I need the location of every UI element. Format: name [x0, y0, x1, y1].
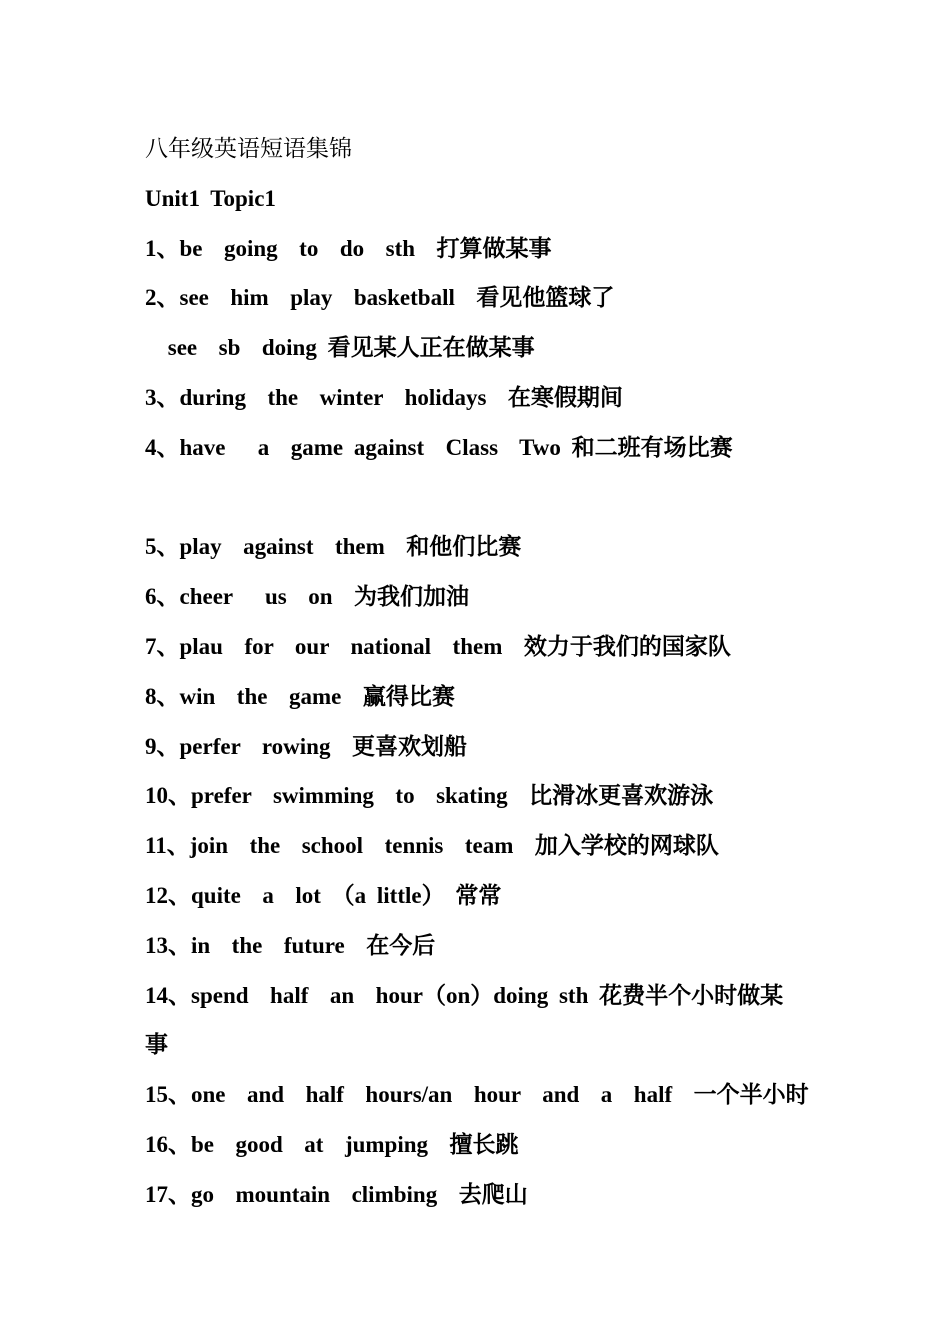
phrase-line: 16、be good at jumping 擅长跳: [145, 1131, 519, 1157]
phrase-line: 8、win the game 赢得比赛: [145, 683, 455, 709]
phrase-line: 12、quite a lot （a little） 常常: [145, 882, 502, 908]
phrase-line: 7、plau for our national them 效力于我们的国家队: [145, 633, 731, 659]
phrase-line: 15、one and half hours/an hour and a half 一个半小时: [145, 1082, 809, 1108]
phrase-line: 14、spend half an hour（on）doing sth 花费半个小时做某: [145, 982, 784, 1008]
phrase-line: see sb doing 看见某人正在做某事: [157, 335, 535, 361]
unit-heading: Unit1 Topic1: [145, 185, 276, 211]
phrase-line: 11、join the school tennis team 加入学校的网球队: [145, 833, 719, 859]
blank-line: [145, 473, 825, 523]
phrase-line: 9、perfer rowing 更喜欢划船: [145, 733, 467, 759]
phrase-line: 4、have a game against Class Two 和二班有场比赛: [145, 434, 733, 460]
phrase-line: 2、see him play basketball 看见他篮球了: [145, 285, 615, 311]
phrase-line: 3、during the winter holidays 在寒假期间: [145, 384, 623, 410]
document-title: 八年级英语短语集锦: [145, 136, 352, 161]
phrase-line: 13、in the future 在今后: [145, 932, 436, 958]
phrase-line: 1、be going to do sth 打算做某事: [145, 235, 552, 261]
phrase-line: 6、cheer us on 为我们加油: [145, 584, 469, 610]
phrase-line: 5、play against them 和他们比赛: [145, 534, 522, 560]
document-body: [145, 124, 825, 1220]
phrase-line: 10、prefer swimming to skating 比滑冰更喜欢游泳: [145, 783, 714, 809]
phrase-line-continuation: 事: [145, 1032, 168, 1058]
phrase-line: 17、go mountain climbing 去爬山: [145, 1181, 528, 1207]
